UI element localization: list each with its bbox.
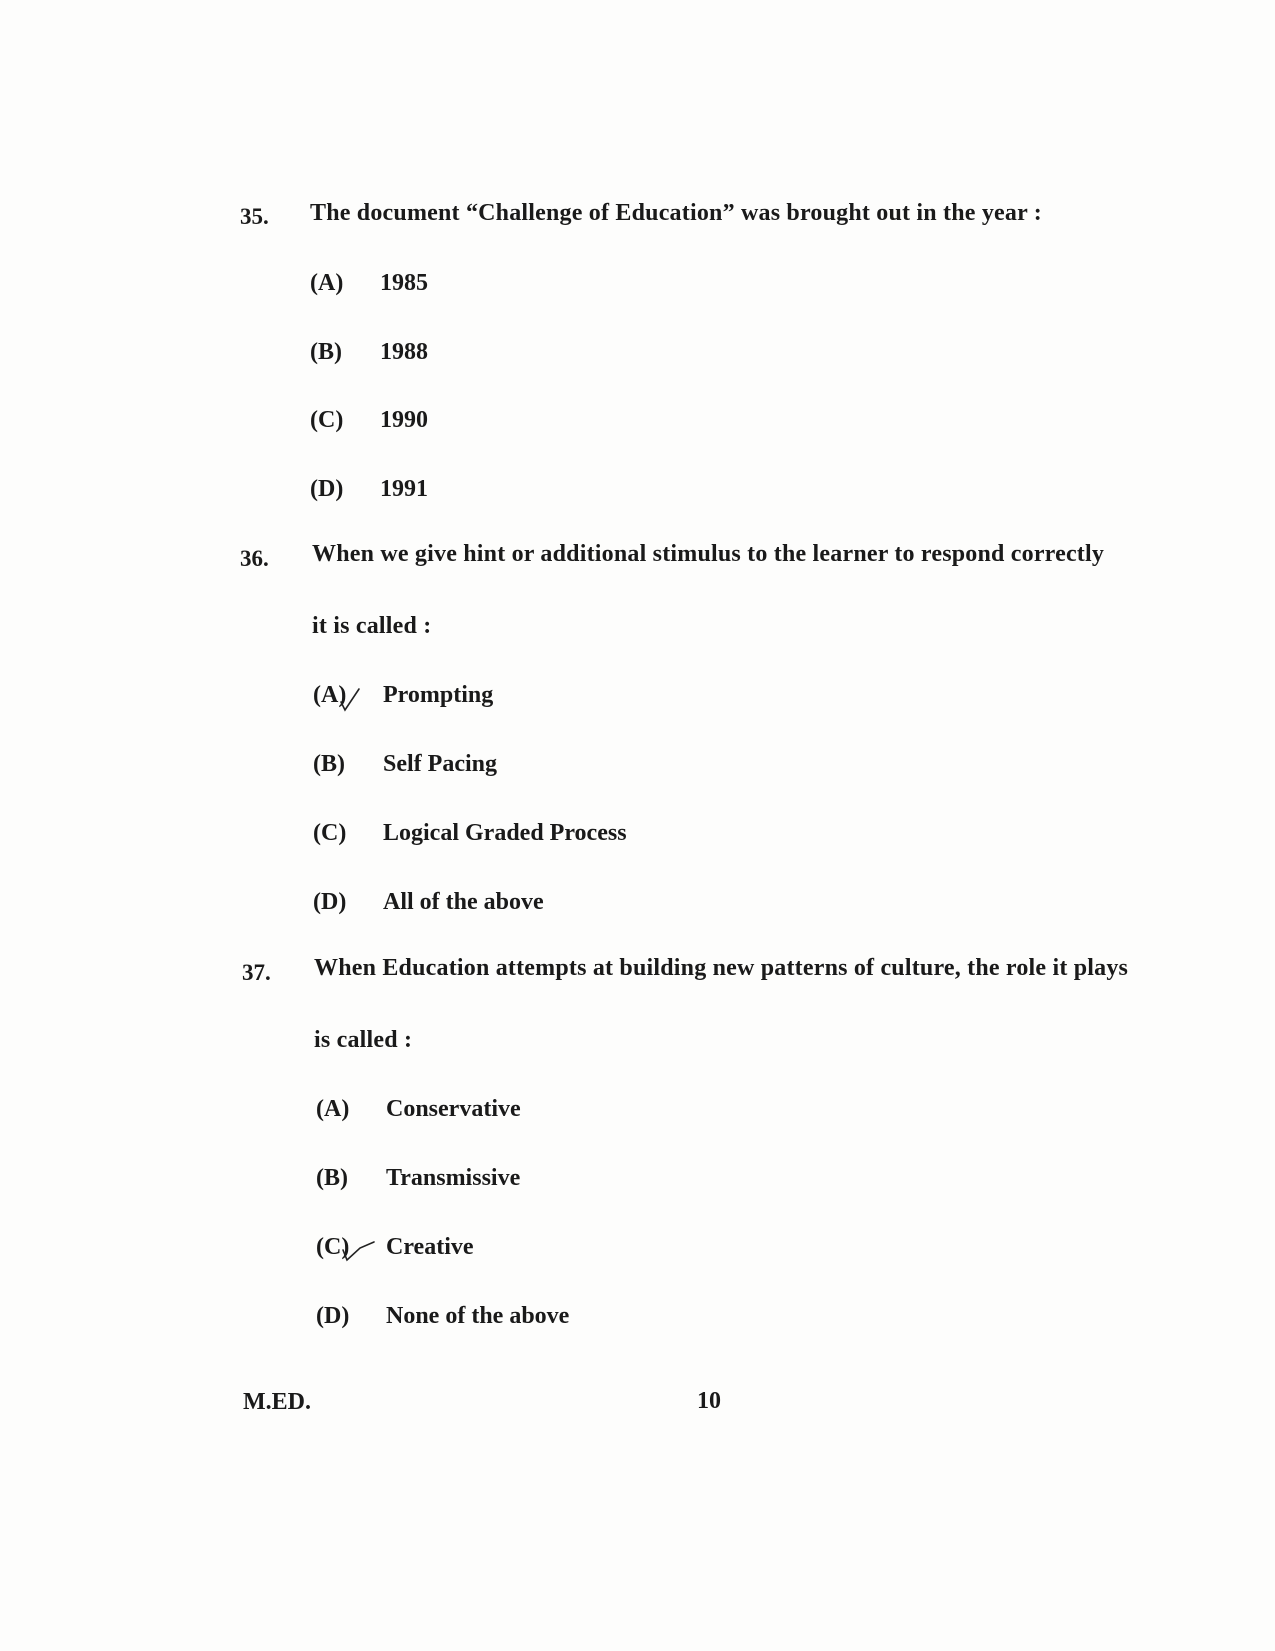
question-35-text: The document “Challenge of Education” was brought out in the year : (310, 200, 1042, 226)
q36-option-c (313, 820, 627, 847)
option-text: 1988 (380, 339, 428, 365)
course-code: M.ED. (243, 1389, 311, 1415)
q36-option-d (313, 889, 544, 916)
option-label: (A) (316, 1096, 350, 1122)
option-text: 1990 (380, 407, 428, 433)
question-36-text-line-2: it is called : (312, 613, 432, 639)
handwritten-tick-mark-icon (340, 1238, 378, 1264)
option-text: All of the above (383, 889, 544, 915)
option-text: Logical Graded Process (383, 820, 627, 846)
option-label: (C) (313, 820, 347, 846)
q37-option-b (316, 1165, 520, 1192)
q37-option-d (316, 1303, 569, 1330)
q35-option-a (310, 270, 428, 297)
q35-option-d (310, 476, 428, 503)
q36-option-b (313, 751, 497, 778)
question-37-number: 37. (242, 960, 271, 985)
option-label: (A) (310, 270, 344, 296)
question-37-text-line-1: When Education attempts at building new patterns of culture, the role it plays (314, 955, 1129, 981)
option-text: 1991 (380, 476, 428, 502)
option-text: Self Pacing (383, 751, 497, 777)
handwritten-tick-mark-icon (337, 686, 363, 712)
option-text: Conservative (386, 1096, 521, 1122)
q37-option-a (316, 1096, 521, 1123)
question-36-text-line-1: When we give hint or additional stimulus to the learner to respond correctly (312, 541, 1105, 567)
option-text: None of the above (386, 1303, 570, 1329)
question-35-number: 35. (240, 204, 269, 229)
question-37-text-line-2: is called : (314, 1027, 413, 1053)
option-label: (B) (316, 1165, 348, 1191)
option-text: Creative (386, 1234, 474, 1260)
page-number: 10 (697, 1388, 721, 1414)
q35-option-b (310, 339, 428, 366)
option-label: (D) (313, 889, 347, 915)
option-label: (D) (316, 1303, 350, 1329)
option-label: (B) (310, 339, 342, 365)
option-text: 1985 (380, 270, 428, 296)
q35-option-c (310, 407, 428, 434)
option-label: (B) (313, 751, 345, 777)
option-label: (C) (310, 407, 344, 433)
option-label: (D) (310, 476, 344, 502)
option-text: Prompting (383, 682, 494, 708)
question-36-number: 36. (240, 546, 269, 571)
option-label: (C) (316, 1234, 350, 1260)
option-text: Transmissive (386, 1165, 521, 1191)
option-label: (A) (313, 682, 347, 708)
